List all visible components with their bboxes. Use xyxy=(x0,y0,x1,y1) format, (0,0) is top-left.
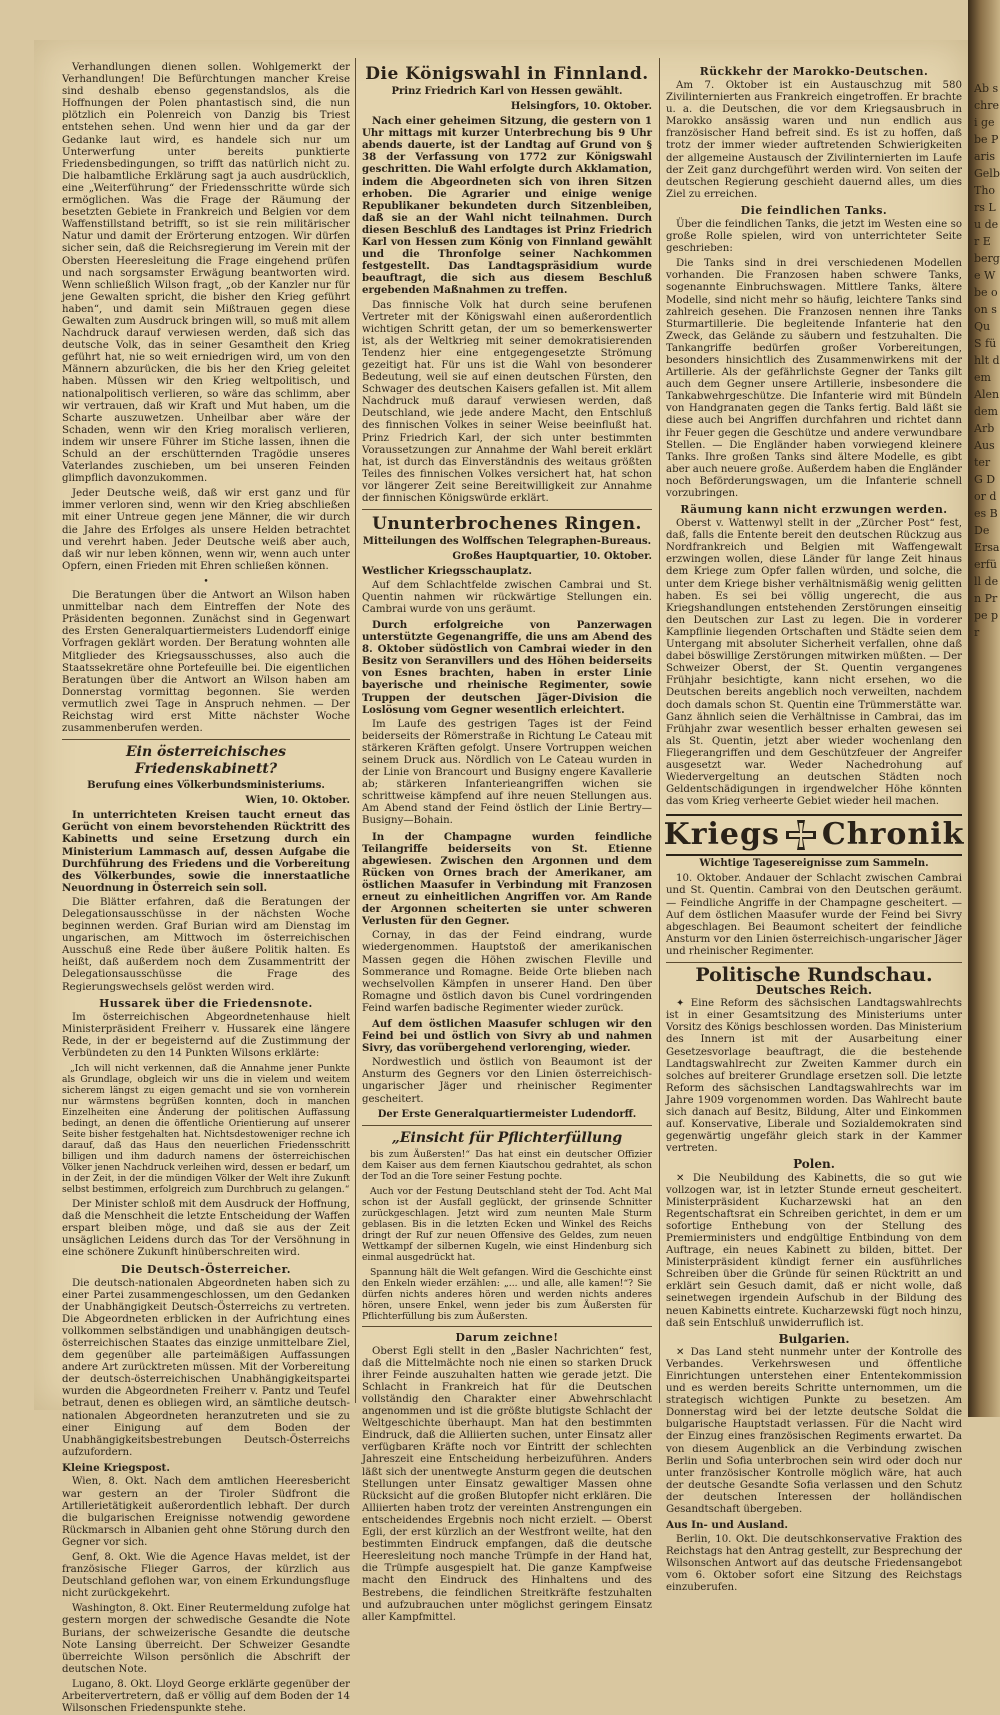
paragraph: Durch erfolgreiche von Panzerwagen unterstützte Gegenangriffe, die uns am Abend des 8. Oktober südöstlich von Cambrai wieder in den Besitz von Seranvillers und des Höhen beiderseits von Esnes brachten, haben in erster Linie bayerische und rheinische Regimenter, sowie Truppen der deutschen Jäger-Division die Loslösung vom Gegner wesentlich erleichtert. xyxy=(362,618,652,716)
headline-ringen: Ununterbrochenes Ringen. xyxy=(372,514,642,535)
paragraph: In der Champagne wurden feindliche Teilangriffe beiderseits von St. Etienne abgewiesen. Zwischen den Argonnen und dem Rücken von Ornes brach der Amerikaner, am östlichen Maasufer in Verbindung mit Franzosen erneut zu einheitlichen Angriffen vor. Am Rande der Argonnen scheiterten sie unter schweren Verlusten für den Gegner. xyxy=(362,830,652,928)
headline-koenigswahl: Die Königswahl in Finnland. xyxy=(365,64,649,84)
section-heading: Rückkehr der Marokko-Deutschen. xyxy=(699,65,929,78)
gutter-text: Ab schrei gebe Paris Gelb Thors Lu der E berge Wbe oon s Qu S fühlt dem Alen dem Arb Aus ter G Dor des B De Ersa erfüll den Pr pe pr xyxy=(974,82,1000,639)
column-3 xyxy=(663,62,965,1593)
signature: Der Erste Generalquartiermeister Ludendorff. xyxy=(377,1108,637,1120)
paragraph: Das finnische Volk hat durch seine berufenen Vertreter mit der Königswahl einen außerordentlich wichtigen Schritt getan, der um so bemerkenswerter ist, als der Weltkrieg mit seiner demokratisierenden Tendenz hier eine entgegengesetzte Strömung gezeitigt hat. Für uns ist die Wahl von besonderer Bedeutung, weil sie auf einen deutschen Fürsten, den Schwager des deutschen Kaisers gefallen ist. Mit allem Nachdruck muß darauf verwiesen werden, daß Deutschland, wie jede andere Macht, den Entschluß des finnischen Volkes in seiner Weise beeinflußt hat. Prinz Friedrich Karl, der sich unter bestimmten Voraussetzungen zur Annahme der Wahl bereit erklärt hat, ist durch das Einverständnis des weitaus größten Teiles des finnischen Volkes versichert hat, hat schon vor längerer Zeit seine Bereitwilligkeit zur Annahme der finnischen Königswürde erklärt. xyxy=(362,299,652,504)
poem-paragraph: Spannung hält die Welt gefangen. Wird die Geschichte einst den Enkeln wieder erzählen: „... und alle, alle kamen!“? Sie dürfen nichts anderes hören und werden nichts anderes hören, unsere Enkel, wenn jeder bis zum Äußersten für Pflichterfüllung bis zum Äußersten. xyxy=(362,1266,652,1322)
paragraph: Genf, 8. Okt. Wie die Agence Havas meldet, ist der französische Flieger Garros, der kürzlich aus Deutschland geflohen war, von einem Erkundungsfluge nicht zurückgekehrt. xyxy=(62,1551,350,1600)
kriegs-chronik-banner xyxy=(663,814,965,856)
kriegs-chronik-title-left: Kriegs xyxy=(663,817,780,853)
page-gutter xyxy=(968,0,1000,1417)
separator-dot: • xyxy=(203,576,209,587)
paragraph: Berlin, 10. Okt. Die deutschkonservative Fraktion des Reichstags hat den Antrag gestellt, zur Besprechung der Wilsonschen Antwort auf das deutsche Friedensangebot vom 6. Oktober sofort eine Sitzung des Reichstags einzuberufen. xyxy=(666,1533,962,1593)
paragraph: Am 7. Oktober ist ein Austauschzug mit 580 Zivilinternierten aus Frankreich eingetroffen. Er brachte u. a. die Deutschen, die vor dem Kriegsausbruch in Marokko ansässig waren und nun endlich aus französischer Hand befreit sind. Es ist zu hoffen, daß trotz der immer wieder auftretenden Schwierigkeiten der allgemeine Austausch der Zivilinternierten im Laufe der Zeit ganz durchgeführt werden wird. Von seiten der deutschen Regierung geschieht dauernd alles, um dies Ziel zu erreichen. xyxy=(666,80,962,200)
iron-cross-icon xyxy=(784,818,818,852)
paragraph: Jeder Deutsche weiß, daß wir erst ganz und für immer verloren sind, wenn wir den Krieg abschließen mit einer Untreue gegen jene Männer, die wir durch die Jahre des Erfolges als unsere Helden betrachtet und verehrt haben. Jeder Deutsche weiß aber auch, daß wir nur leben können, wenn wir, wenn auch unter Opfern, einen Frieden mit Ehren schließen können. xyxy=(62,488,350,572)
subheadline: Berufung eines Völkerbundsministeriums. xyxy=(87,780,325,792)
section-heading: Bulgarien. xyxy=(778,1331,850,1346)
paragraph: Oberst v. Wattenwyl stellt in der „Zürcher Post“ fest, daß, falls die Entente bereit den deutschen Rückzug aus Nordfrankreich und Belgien mit Waffengewalt erzwingen wollen, diese Länder für lange Zeit hinaus dem Kriege zum Opfer fallen würden, und solche, die unter dem Kriege bisher verhältnismäßig wenig gelitten haben. Es sei bei völlig ungerecht, die aus Kriegshandlungen entstehenden Zerstörungen einseitig den Deutschen zur Last zu legen. Die in vorderer Kampflinie liegenden Ortschaften und Städte seien dem Untergang mit absoluter Sicherheit verfallen, ohne daß dabei böswillige Zerstörungen mitwirken müßten. — Der Schweizer Oberst, der St. Quentin vergangenes Frühjahr besichtigte, kann nicht ersehen, wo die Deutschen bereits angeblich noch verweilten, nachdem doch damals schon St. Quentin eine Trümmerstätte war. Ganz ähnlich seien die Verhältnisse in Cambrai, das im Frühjahr zwar wesentlich besser erhalten gewesen sei als St. Quentin, jetzt aber wieder wochenlang den Fliegerangriffen und dem Geschützfeuer der Angreifer ausgesetzt war. Weder Nachedrohung auf Wiedervergeltung an deutschen Städten noch Geldentschädigungen in irgendwelcher Höhe könnten das vom Krieg verheerte Gebiet wieder heil machen. xyxy=(666,518,962,808)
paragraph: In unterrichteten Kreisen taucht erneut das Gerücht von einem bevorstehenden Rücktritt des Kabinetts und seine Ersetzung durch ein Ministerium Lammasch auf, dessen Aufgabe die Durchführung des Friedens und die Vorbereitung des Völkerbundes, sowie die innerstaatliche Neuordnung in Österreich sein soll. xyxy=(62,809,350,894)
section-heading: Deutsches Reich. xyxy=(755,983,873,998)
paragraph: Über die feindlichen Tanks, die jetzt im Westen eine so große Rolle spielen, wird von unterrichteter Seite geschrieben: xyxy=(666,218,962,255)
column-rule xyxy=(659,58,660,1403)
kriegs-chronik-title-right: Chronik xyxy=(821,817,965,853)
dateline: Wien, 10. Oktober. xyxy=(245,795,350,807)
paragraph: ✦ Eine Reform des sächsischen Landtagswahlrechts ist in einer Gesamtsitzung des Ministeriums unter Vorsitz des Königs beschlossen worden. Das Ministerium des Innern ist mit der Ausarbeitung einer Gesetzesvorlage beauftragt, die die bestehende Landtagswahlrecht zur Zweiten Kammer durch ein solches auf breiterer Grundlage ersetzen soll. Die letzte Reform des sächsischen Landtagswahlrechts war im Jahre 1909 vorgenommen worden. Das Wahlrecht baute sich danach auf Besitz, Bildung, Alter und Einkommen auf. Konservative, Liberale und Sozialdemokraten sind gegenwärtig ungefähr gleich stark in der Kammer vertreten. xyxy=(666,998,962,1155)
section-heading: Westlicher Kriegsschauplatz. xyxy=(362,565,533,578)
column-rule xyxy=(355,58,356,1403)
paragraph: ✕ Die Neubildung des Kabinetts, die so gut wie vollzogen war, ist in letzter Stunde erneut gescheitert. Ministerpräsident Kucharzewski hat an den Regentschaftsrat ein Schreiben gerichtet, in dem er um sofortige Enthebung von der Stellung des Premierministers und endgültige Entbindung von dem Auftrage, ein neues Kabinett zu bilden, bittet. Der Ministerpräsident kündigt ferner ein ausführliches Schreiben über die Gründe für seinen Rücktritt an und erklärt sein Gesuch damit, daß er nicht wolle, daß seinetwegen irgendein Aufschub in der Bildung des neuen Kabinetts eintrete. Kucharzewski fügt noch hinzu, daß sein Entschluß unwiderruflich ist. xyxy=(666,1172,962,1329)
paragraph: Nordwestlich und östlich von Beaumont ist der Ansturm des Gegners vor den Linien österreichisch-ungarischer Jäger und rheinischer Regimenter gescheitert. xyxy=(362,1057,652,1105)
paragraph: Wien, 8. Okt. Nach dem amtlichen Heeresbericht war gestern an der Tiroler Südfront die Artillerietätigkeit außerordentlich lebhaft. Der durch die bulgarischen Ereignisse notwendig gewordene Rückmarsch in Albanien geht ohne Störung durch den Gegner vor sich. xyxy=(62,1476,350,1548)
paragraph: Verhandlungen dienen sollen. Wohlgemerkt der Verhandlungen! Die Befürchtungen mancher Kreise sind deshalb ebenso gegenstandslos, als die Hoffnungen der Polen phantastisch sind, die nun plötzlich ein Polenreich von Danzig bis Triest entstehen sehen. Und wenn hier und da gar der Gedanke laut wird, es handele sich nur um Unterwerfung unter bereits punktierte Friedensbedingungen, so trifft das natürlich nicht zu. Die halbamtliche Erklärung sagt ja auch ausdrücklich, eine „Weiterführung“ der Friedensschritte würde sich ermöglichen. Was die Frage der Räumung der besetzten Gebiete in Frankreich und Belgien vor dem Waffenstillstand betrifft, so ist sie rein militärischer Natur und damit der Erörterung entzogen. Wir dürfen sicher sein, daß die Reichsregierung im Verein mit der Obersten Heeresleitung die Frage eingehend prüfen und nach sorgsamster Erwägung beantworten wird. Wenn schließlich Wilson fragt, „ob der Kanzler nur für jene Gewalten spricht, die bisher den Krieg geführt haben“, und damit sein Mißtrauen gegen diese Gewalten zum Ausdruck bringen will, so muß mit allem Nachdruck darauf verwiesen werden, daß sich das deutsche Volk, das in seiner Gesamtheit den Krieg geführt hat, nie so weit erniedrigen wird, um von den Männern abzurücken, die bis her den Krieg geleitet haben. Müssen wir den Krieg weltpolitisch, und nationalpolitisch verlieren, so wäre das schlimm, aber wir vertrauen, daß wir Kraft und Mut haben, um die Scharte auszuwetzen. Unheilbar aber wäre der Schaden, wenn wir den Krieg moralisch verlieren, indem wir unsere Führer im Stiche lassen, ihnen die Schuld an der erschütternden Tragödie unseres Vaterlandes zuschieben, um bei unseren Feinden glimpflich davonzukommen. xyxy=(62,62,350,485)
column-1 xyxy=(62,62,350,1715)
section-heading: Polen. xyxy=(793,1157,835,1172)
paragraph: Nach einer geheimen Sitzung, die gestern von 1 Uhr mittags mit kurzer Unterbrechung bis 9 Uhr abends dauerte, ist der Landtag auf Grund von § 38 der Verfassung von 1772 zur Königswahl geschritten. Die Wahl erfolgte durch Akklamation, indem die Abgeordneten sich von ihren Sitzen erhoben. Die Agrarier und einige wenige Republikaner bekundeten durch Sitzenbleiben, daß sie an der Wahl nicht teilnahmen. Durch diesen Beschluß des Landtages ist Prinz Friedrich Karl von Hessen zum König von Finnland gewählt und die Thronfolge seiner Nachkommen festgestellt. Das Landtagspräsidium wurde beauftragt, die sich aus diesem Beschluß ergebenden Maßnahmen zu treffen. xyxy=(362,115,652,297)
section-heading: Räumung kann nicht erzwungen werden. xyxy=(680,503,948,517)
paragraph: Oberst Egli stellt in den „Basler Nachrichten“ fest, daß die Mittelmächte noch nie einen so starken Druck ihrer Feinde auszuhalten hatten wie gerade jetzt. Die Schlacht in Frankreich hat für die Deutschen vollständig den Charakter einer Abwehrschlacht angenommen und ist die größte blutigste Schlacht der Weltgeschichte überhaupt. Man hat den bestimmten Eindruck, daß die Alliierten suchen, unter Einsatz aller verfügbaren Kräfte noch vor Eintritt der schlechten Jahreszeit eine Entscheidung herbeizuführen. Anders läßt sich der unentwegte Ansturm gegen die deutschen Stellungen unter Einsatz gewaltiger Massen ohne Rücksicht auf die großen Blutopfer nicht erklären. Die Alliierten haben trotz der vereinten Anstrengungen ein entscheidendes Ergebnis noch nicht erzielt. — Oberst Egli, der erst kürzlich an der Westfront weilte, hat den bestimmten Eindruck empfangen, daß die deutsche Heeresleitung noch manche Trümpfe in der Hand hat, die Trümpfe ausgespielt hat. Die ganze Kampfweise macht den Eindruck des Hinhaltens und des Bestrebens, die feindlichen Streitkräfte festzuhalten und aufzubrauchen unter möglichst geringem Einsatz aller Kampfmittel. xyxy=(362,1345,652,1623)
headline-einsicht: „Einsicht für Pflichterfüllung xyxy=(391,1129,623,1146)
column-2 xyxy=(362,62,652,1623)
section-heading: Kleine Kriegspost. xyxy=(62,1461,170,1474)
divider xyxy=(362,1125,652,1126)
paragraph: Die Beratungen über die Antwort an Wilson haben unmittelbar nach dem Eintreffen der Note des Präsidenten begonnen. Zunächst sind in Gegenwart des Ersten Generalquartiermeisters Ludendorff einige Vorfragen geklärt worden. Der Beratung wohnten alle Mitglieder des Kriegsausschusses, also auch die Staatssekretäre ohne Portefeuille bei. Die eigentlichen Beratungen über die Antwort an Wilson haben am Donnerstag vormittag begonnen. Sie werden vermutlich zwei Tage in Anspruch nehmen. — Der Reichstag wird erst Mitte nächster Woche zusammenberufen werden. xyxy=(62,590,350,735)
paragraph: Die deutsch-nationalen Abgeordneten haben sich zu einer Partei zusammengeschlossen, um den Gedanken der Unabhängigkeit Deutsch-Österreichs zu vertreten. Die Abgeordneten erblicken in der Aufrichtung eines vollkommen selbständigen und unabhängigen deutsch-österreichischen Staates das einzige unmittelbare Ziel, dem gegenüber alle parteimäßigen Auffassungen andere Art zurücktreten müssen. Mit der Vorbereitung der deutsch-österreichischen Unabhängigkeitspartei wurden die Abgeordneten Freiherr v. Pantz und Teufel betraut, denen es obliegen wird, an sämtliche deutsch-nationalen Abgeordneten heranzutreten und sie zu einer Einigung auf dem Boden der Unabhängigkeitsbestrebungen Deutsch-Österreichs aufzufordern. xyxy=(62,1277,350,1458)
section-heading: Die Deutsch-Österreicher. xyxy=(120,1262,292,1276)
subheadline: Wichtige Tagesereignisse zum Sammeln. xyxy=(699,858,929,870)
poem-paragraph: bis zum Äußersten!“ Das hat einst ein deutscher Offizier dem Kaiser aus dem fernen Kiautschou gedrahtet, als schon der Tod an die Tore seiner Festung pochte. xyxy=(362,1148,652,1182)
paragraph: Lugano, 8. Okt. Lloyd George erklärte gegenüber der Arbeitervertretern, daß er völlig auf dem Boden der 14 Wilsonschen Friedenspunkte stehe. xyxy=(62,1678,350,1715)
paragraph: Die Blätter erfahren, daß die Beratungen der Delegationsausschüsse in der nächsten Woche beginnen werden. Graf Burian wird am Dienstag im ungarischen, am Mittwoch im österreichischen Ausschuß eine Rede über äußere Politik halten. Es heißt, daß außerdem noch dem Zusammentritt der Delegationsausschüsse die Frage des Regierungswechsels gelöst werden wird. xyxy=(62,896,350,993)
section-heading: Aus In- und Ausland. xyxy=(666,1519,789,1532)
paragraph: Der Minister schloß mit dem Ausdruck der Hoffnung, daß die Menschheit die letzte Entscheidung der Waffen erspart bleiben möge, und daß sie aus der Zeit unsäglichen Leidens durch das Tor der Versöhnung in eine schönere Zukunft hinüberschreiten wird. xyxy=(62,1199,350,1259)
paragraph: Im österreichischen Abgeordnetenhause hielt Ministerpräsident Freiherr v. Hussarek eine längere Rede, in der er begeisternd auf die Zustimmung der Verbündeten zu den 14 Punkten Wilsons erklärte: xyxy=(62,1011,350,1059)
divider xyxy=(666,962,962,963)
paragraph: 10. Oktober. Andauer der Schlacht zwischen Cambrai und St. Quentin. Cambrai von den Deutschen geräumt. — Feindliche Angriffe in der Champagne gescheitert. — Auf dem östlichen Maasufer wurde der Feind bei Sivry abgeschlagen. Bei Beaumont scheitert der feindliche Ansturm vor den Linien österreichisch-ungarischer Jäger und rheinischer Regimenter. xyxy=(666,873,962,957)
divider xyxy=(362,509,652,510)
paragraph: Im Laufe des gestrigen Tages ist der Feind beiderseits der Römerstraße in Richtung Le Cateau mit stärkeren Kräften gefolgt. Unsere Vortruppen weichen seinem Druck aus. Nördlich von Le Cateau wurden in der Linie von Brancourt und Busigny engere Kavallerie ab; stärkeren Infanterieangriffen wichen sie schrittweise kämpfend auf ihre neuen Stellungen aus. Am Abend stand der Feind östlich der Linie Bertry—Busigny—Bohain. xyxy=(362,718,652,827)
dateline: Helsingfors, 10. Oktober. xyxy=(510,101,652,112)
subheadline: Prinz Friedrich Karl von Hessen gewählt. xyxy=(391,86,623,97)
divider xyxy=(62,739,350,740)
dateline: Großes Hauptquartier, 10. Oktober. xyxy=(452,551,652,563)
subheadline: Mitteilungen des Wolffschen Telegraphen-Bureaus. xyxy=(362,536,652,548)
paragraph: Die Tanks sind in drei verschiedenen Modellen vorhanden. Die Franzosen haben schwere Tanks, sogenannte Einbruchswagen. Mittlere Tanks, ältere Modelle, sind nicht mehr so häufig, leichtere Tanks sind zahlreich gesehen. Die Franzosen nennen ihre Tanks Sturmartillerie. Die begleitende Infanterie hat den Zweck, das Gelände zu säubern und festzuhalten. Die Tankangriffe bedürfen großer Vorbereitungen, besonders hinsichtlich des Zusammenwirkens mit der Artillerie. Als der gefährlichste Gegner der Tanks gilt auch dem Gegner unsere Artillerie, insbesondere die Tankabwehrgeschütze. Die Infanterie wird mit Bündeln von Handgranaten gegen die Tanks fertig. Bald läßt sie diese auch bei Angriffen durchfahren und richtet dann ihr Feuer gegen die Geschütze und andere verwundbare Stellen. — Die Engländer haben vorwiegend kleinere Tanks. Ihre großen Tanks sind ältere Modelle, es gibt aber auch neuere große. Außerdem haben die Engländer noch Beförderungswagen, um die Infanterie schnell vorzubringen. xyxy=(666,258,962,499)
section-heading: Die feindlichen Tanks. xyxy=(740,203,888,217)
headline-oesterreich: Ein österreichisches Friedenskabinett? xyxy=(125,744,286,778)
paragraph: ✕ Das Land steht nunmehr unter der Kontrolle des Verbandes. Verkehrswesen und öffentliche Einrichtungen unterstehen einer Ententekommission und es werden bereits Schritte unternommen, um die strategisch wichtigen Punkte zu besetzen. Am Donnerstag wird bei der letzte deutsche Soldat die bulgarische Hauptstadt verlassen. Für die Nacht wird der Einzug eines französischen Regiments erwartet. Da von diesem Augenblick an die Verbindung zwischen Berlin und Sofia unterbrochen sein wird oder doch nur unter französischer Kontrolle möglich wäre, hat auch der deutsche Gesandte Sofia verlassen und den Schutz der deutschen Interessen der holländischen Gesandtschaft übergeben. xyxy=(666,1346,962,1516)
paragraph: Auf dem östlichen Maasufer schlugen wir den Feind bei und östlich von Sivry ab und nahmen Sivry, das vorübergehend verlorenging, wieder. xyxy=(362,1017,652,1055)
quote: „Ich will nicht verkennen, daß die Annahme jener Punkte als Grundlage, obgleich wir uns die in vielem und weitem sicherem längst zu eigen gemacht und sie von vornherein nur wärmstens begrüßen konnten, doch in manchen Einzelheiten eine Änderung der politischen Auffassung bedingt, an denen die öffentliche Orientierung auf unserer Seite bisher festgehalten hat. Nichtsdestoweniger rechne ich darauf, daß das Haus den neuerlichen Friedensschritt billigen und ihm dadurch namens der österreichischen Völker jenen Nachdruck verleihen wird, dessen er bedarf, um in der Zeit, in der die mündigen Völker der Welt ihre Zukunft selbst bestimmen, erfolgreich zum Durchbruch zu gelangen.“ xyxy=(62,1063,350,1196)
poem-paragraph: Auch vor der Festung Deutschland steht der Tod. Acht Mal schon ist der Ausfall geglückt, der grinsende Schnitter zurückgeschlagen. Jetzt wird zum neunten Male Sturm geblasen. Bis in die letzten Ecken und Winkel des Reichs dringt der Ruf zur neuen Offensive des Geldes, zum neuen Wettkampf der silbernen Kugeln, wie einst Hindenburg sich einmal ausgedrückt hat. xyxy=(362,1185,652,1263)
paragraph: Auf dem Schlachtfelde zwischen Cambrai und St. Quentin nahmen wir rückwärtige Stellungen ein. Cambrai wurde von uns geräumt. xyxy=(362,579,652,615)
paragraph: Cornay, in das der Feind eindrang, wurde wiedergenommen. Hauptstoß der amerikanischen Massen gegen die Höhen zwischen Fleville und Sommerance und Romagne. Beide Orte blieben nach wechselvollen Kämpfen in unserer Hand. Den über Romagne und östlich davon bis Cunel vordringenden Feind warfen badische Regimenter wieder zurück. xyxy=(362,930,652,1014)
divider xyxy=(362,1326,652,1327)
politische-rundschau-title: Politische Rundschau. xyxy=(695,964,933,986)
paragraph: Washington, 8. Okt. Einer Reutermeldung zufolge hat gestern morgen der schwedische Gesandte die Note Burians, der schweizerische Gesandte die deutsche Note Lansing überreicht. Der Schweizer Gesandte überreichte Wilson persönlich die Abschrift der deutschen Note. xyxy=(62,1603,350,1675)
section-heading: Darum zeichne! xyxy=(455,1330,559,1344)
section-heading: Hussarek über die Friedensnote. xyxy=(99,996,313,1010)
